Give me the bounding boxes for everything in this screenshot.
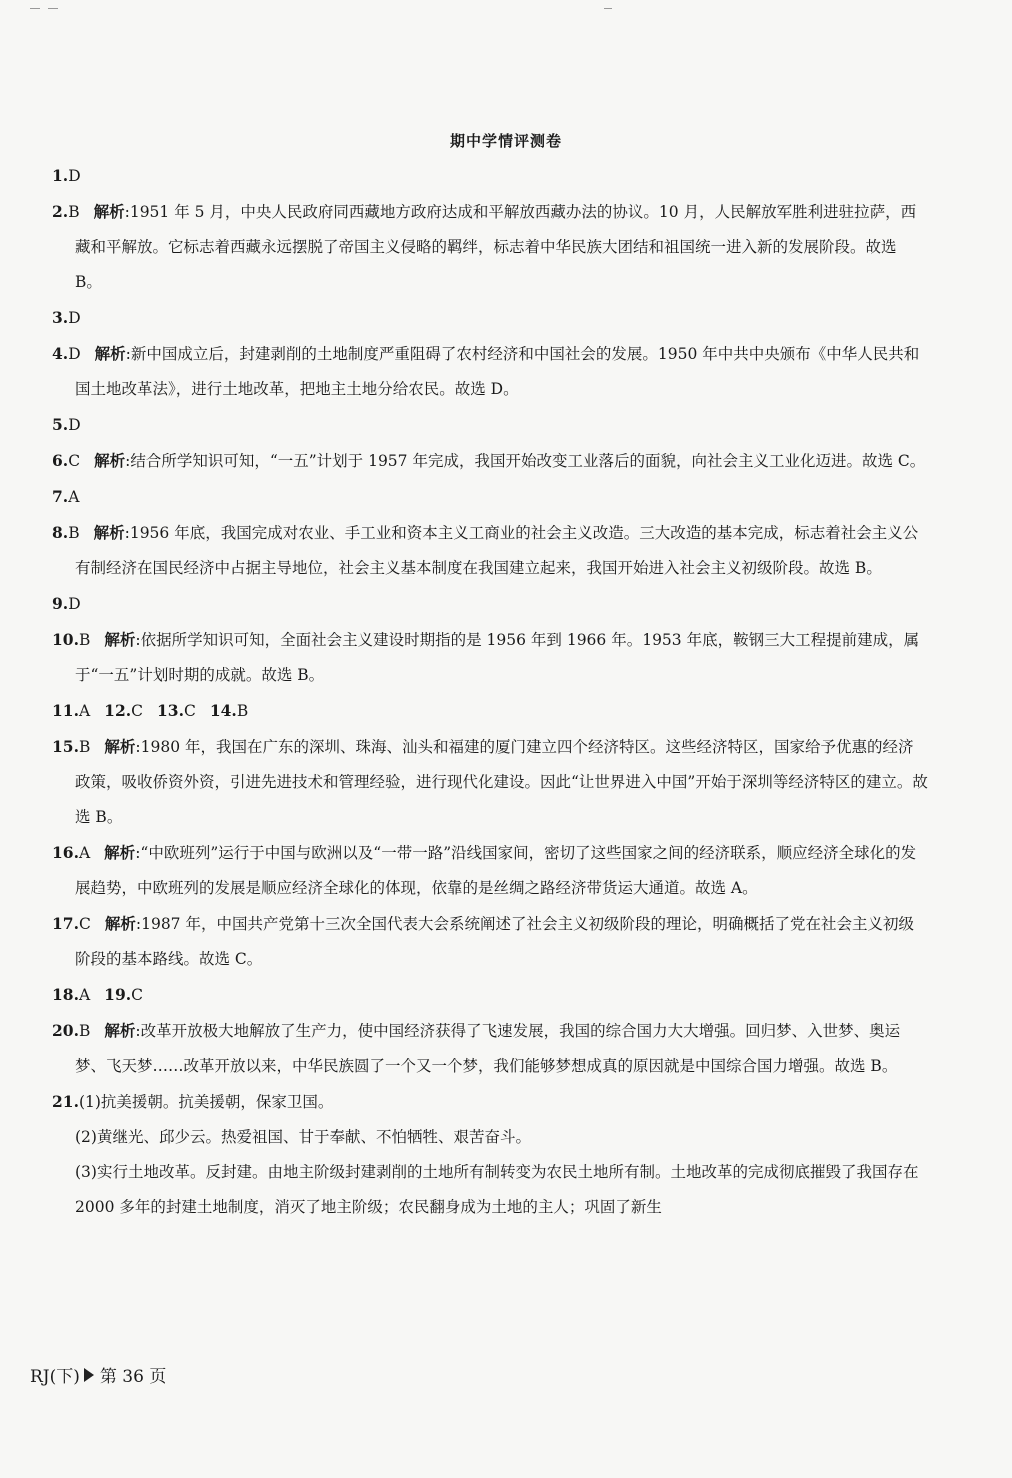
item-number: 15. [52, 737, 79, 756]
item-number: 21. [52, 1092, 79, 1111]
analysis-text: 1956 年底，我国完成对农业、手工业和资本主义工商业的社会主义改造。三大改造的基本完成，标志着社会主义公有制经济在国民经济中占据主导地位，社会主义基本制度在我国建立起来，我国开始进入社会主义初级阶段。故选 B。 [75, 524, 919, 577]
item-number: 14. [209, 701, 237, 720]
answer-row-11-14 [52, 693, 928, 729]
item-number: 13. [157, 701, 184, 720]
answer-item-9 [52, 586, 928, 622]
item-number: 8. [52, 523, 69, 542]
play-triangle-icon [84, 1368, 94, 1382]
item-answer: A [68, 488, 80, 506]
item-answer: C [183, 702, 196, 720]
analysis-label: 解析 [104, 1021, 136, 1040]
item-answer: B [78, 738, 91, 756]
item-answer: D [68, 416, 81, 434]
scan-mark [30, 8, 40, 9]
analysis-label: 解析 [104, 843, 136, 862]
item-answer: B [68, 203, 80, 221]
answer-item-21-part3: (3)实行土地改革。反封建。由地主阶级封建剥削的土地所有制转变为农民土地所有制。土地改革的完成彻底摧毁了我国存在 2000 多年的封建土地制度，消灭了地主阶级；农民翻身成为土地的主人；巩固了新生 [75, 1163, 919, 1216]
answer-item-7 [52, 479, 928, 515]
analysis-text: 1987 年，中国共产党第十三次全国代表大会系统阐述了社会主义初级阶段的理论，明确概括了党在社会主义初级阶段的基本路线。故选 C。 [75, 915, 914, 968]
item-answer: B [236, 702, 249, 720]
item-answer: C [68, 452, 81, 470]
scan-mark [604, 8, 612, 9]
edition-label: RJ(下) [30, 1367, 80, 1387]
analysis-text: 新中国成立后，封建剥削的土地制度严重阻碍了农村经济和中国社会的发展。1950 年中共中央颁布《中华人民共和国土地改革法》，进行土地改革，把地主土地分给农民。故选 D。 [75, 345, 920, 398]
item-number: 5. [52, 415, 69, 434]
answer-item-16: 16.A 解析:“中欧班列”运行于中国与欧洲以及“一带一路”沿线国家间，密切了这些国家之间的经济联系，顺应经济全球化的发展趋势，中欧班列的发展是顺应经济全球化的体现，依靠的是丝绸之路经济带货运大通道。故选 A。 [52, 843, 917, 897]
answer-item-8: 8.B 解析:1956 年底，我国完成对农业、手工业和资本主义工商业的社会主义改造。三大改造的基本完成，标志着社会主义公有制经济在国民经济中占据主导地位，社会主义基本制度在我国建立起来，我国开始进入社会主义初级阶段。故选 B。 [52, 523, 919, 577]
analysis-label: 解析 [104, 914, 136, 933]
item-answer: B [68, 524, 80, 542]
analysis-label: 解析 [94, 451, 126, 470]
answer-item-5 [52, 407, 928, 443]
analysis-text: 改革开放极大地解放了生产力，使中国经济获得了飞速发展，我国的综合国力大大增强。回归梦、入世梦、奥运梦、飞天梦……改革开放以来，中华民族圆了一个又一个梦，我们能够梦想成真的原因就是中国综合国力增强。故选 B。 [75, 1022, 901, 1075]
analysis-label: 解析 [94, 344, 126, 363]
analysis-text: 结合所学知识可知，“一五”计划于 1957 年完成，我国开始改变工业落后的面貌，向社会主义工业化迈进。故选 C。 [130, 452, 926, 470]
item-number: 20. [52, 1021, 79, 1040]
answer-item-15: 15.B 解析:1980 年，我国在广东的深圳、珠海、汕头和福建的厦门建立四个经济特区。这些经济特区，国家给予优惠的经济政策，吸收侨资外资，引进先进技术和管理经验，进行现代化建设。因此“让世界进入中国”开始于深圳等经济特区的建立。故选 B。 [52, 737, 928, 826]
item-answer: C [78, 915, 91, 933]
item-number: 1. [52, 166, 69, 185]
scan-mark [48, 8, 58, 9]
answer-item-17: 17.C 解析:1987 年，中国共产党第十三次全国代表大会系统阐述了社会主义初级阶段的理论，明确概括了党在社会主义初级阶段的基本路线。故选 C。 [52, 914, 914, 968]
answer-list [52, 158, 928, 1225]
page-number: 第 36 页 [99, 1367, 167, 1387]
answer-item-21-part1 [52, 1084, 928, 1120]
item-number: 11. [52, 701, 79, 720]
item-answer: B [78, 631, 91, 649]
answer-row-18-19 [52, 977, 928, 1013]
answer-item-21-part2: (2)黄继光、邱少云。热爱祖国、甘于奉献、不怕牺牲、艰苦奋斗。 [75, 1128, 531, 1146]
item-number: 4. [52, 344, 69, 363]
item-answer: D [68, 595, 81, 613]
item-number: 19. [104, 985, 132, 1004]
item-answer: D [68, 345, 81, 363]
item-answer: A [78, 986, 91, 1004]
answer-item-1 [52, 158, 928, 194]
answer-item-2: 2.B 解析:1951 年 5 月，中央人民政府同西藏地方政府达成和平解放西藏办法的协议。10 月，人民解放军胜利进驻拉萨，西藏和平解放。它标志着西藏永远摆脱了帝国主义侵略的羁绊，标志着中华民族大团结和祖国统一进入新的发展阶段。故选 B。 [52, 202, 917, 291]
item-number: 3. [52, 308, 69, 327]
item-answer: D [68, 167, 81, 185]
analysis-label: 解析 [93, 202, 125, 221]
item-number: 17. [52, 914, 79, 933]
answer-item-4: 4.D 解析:新中国成立后，封建剥削的土地制度严重阻碍了农村经济和中国社会的发展。1950 年中共中央颁布《中华人民共和国土地改革法》，进行土地改革，把地主土地分给农民。故选 D。 [52, 344, 920, 398]
analysis-text: “中欧班列”运行于中国与欧洲以及“一带一路”沿线国家间，密切了这些国家之间的经济联系，顺应经济全球化的发展趋势，中欧班列的发展是顺应经济全球化的体现，依靠的是丝绸之路经济带货运大通道。故选 A。 [75, 844, 917, 897]
answer-item-20: 20.B 解析:改革开放极大地解放了生产力，使中国经济获得了飞速发展，我国的综合国力大大增强。回归梦、入世梦、奥运梦、飞天梦……改革开放以来，中华民族圆了一个又一个梦，我们能够梦想成真的原因就是中国综合国力增强。故选 B。 [52, 1021, 901, 1075]
item-answer: B [78, 1022, 91, 1040]
analysis-text: 1951 年 5 月，中央人民政府同西藏地方政府达成和平解放西藏办法的协议。10 月，人民解放军胜利进驻拉萨，西藏和平解放。它标志着西藏永远摆脱了帝国主义侵略的羁绊，标志着中华民族大团结和祖国统一进入新的发展阶段。故选 B。 [75, 203, 917, 291]
analysis-text: 1980 年，我国在广东的深圳、珠海、汕头和福建的厦门建立四个经济特区。这些经济特区，国家给予优惠的经济政策，吸收侨资外资，引进先进技术和管理经验，进行现代化建设。因此“让世界进入中国”开始于深圳等经济特区的建立。故选 B。 [75, 738, 928, 826]
answer-item-10: 10.B 解析:依据所学知识可知，全面社会主义建设时期指的是 1956 年到 1966 年。1953 年底，鞍钢三大工程提前建成，属于“一五”计划时期的成就。故选 B。 [52, 630, 920, 684]
answer-text: (1)抗美援朝。抗美援朝，保家卫国。 [78, 1093, 334, 1111]
item-answer: A [78, 702, 91, 720]
item-number: 2. [52, 202, 69, 221]
page-title: 期中学情评测卷 [449, 132, 562, 150]
item-answer: C [131, 986, 144, 1004]
item-answer: A [78, 844, 91, 862]
item-number: 16. [52, 843, 79, 862]
answer-item-6: 6.C 解析:结合所学知识可知，“一五”计划于 1957 年完成，我国开始改变工业落后的面貌，向社会主义工业化迈进。故选 C。 [52, 451, 926, 470]
item-number: 6. [52, 451, 69, 470]
item-answer: D [68, 309, 81, 327]
item-number: 9. [52, 594, 69, 613]
analysis-label: 解析 [104, 630, 136, 649]
item-number: 7. [52, 487, 69, 506]
analysis-text: 依据所学知识可知，全面社会主义建设时期指的是 1956 年到 1966 年。1953 年底，鞍钢三大工程提前建成，属于“一五”计划时期的成就。故选 B。 [75, 631, 920, 684]
item-number: 18. [52, 985, 79, 1004]
item-number: 10. [52, 630, 79, 649]
analysis-label: 解析 [104, 737, 136, 756]
analysis-label: 解析 [93, 523, 125, 542]
item-answer: C [131, 702, 144, 720]
item-number: 12. [104, 701, 132, 720]
page-footer [30, 1362, 166, 1387]
answer-item-3 [52, 300, 928, 336]
